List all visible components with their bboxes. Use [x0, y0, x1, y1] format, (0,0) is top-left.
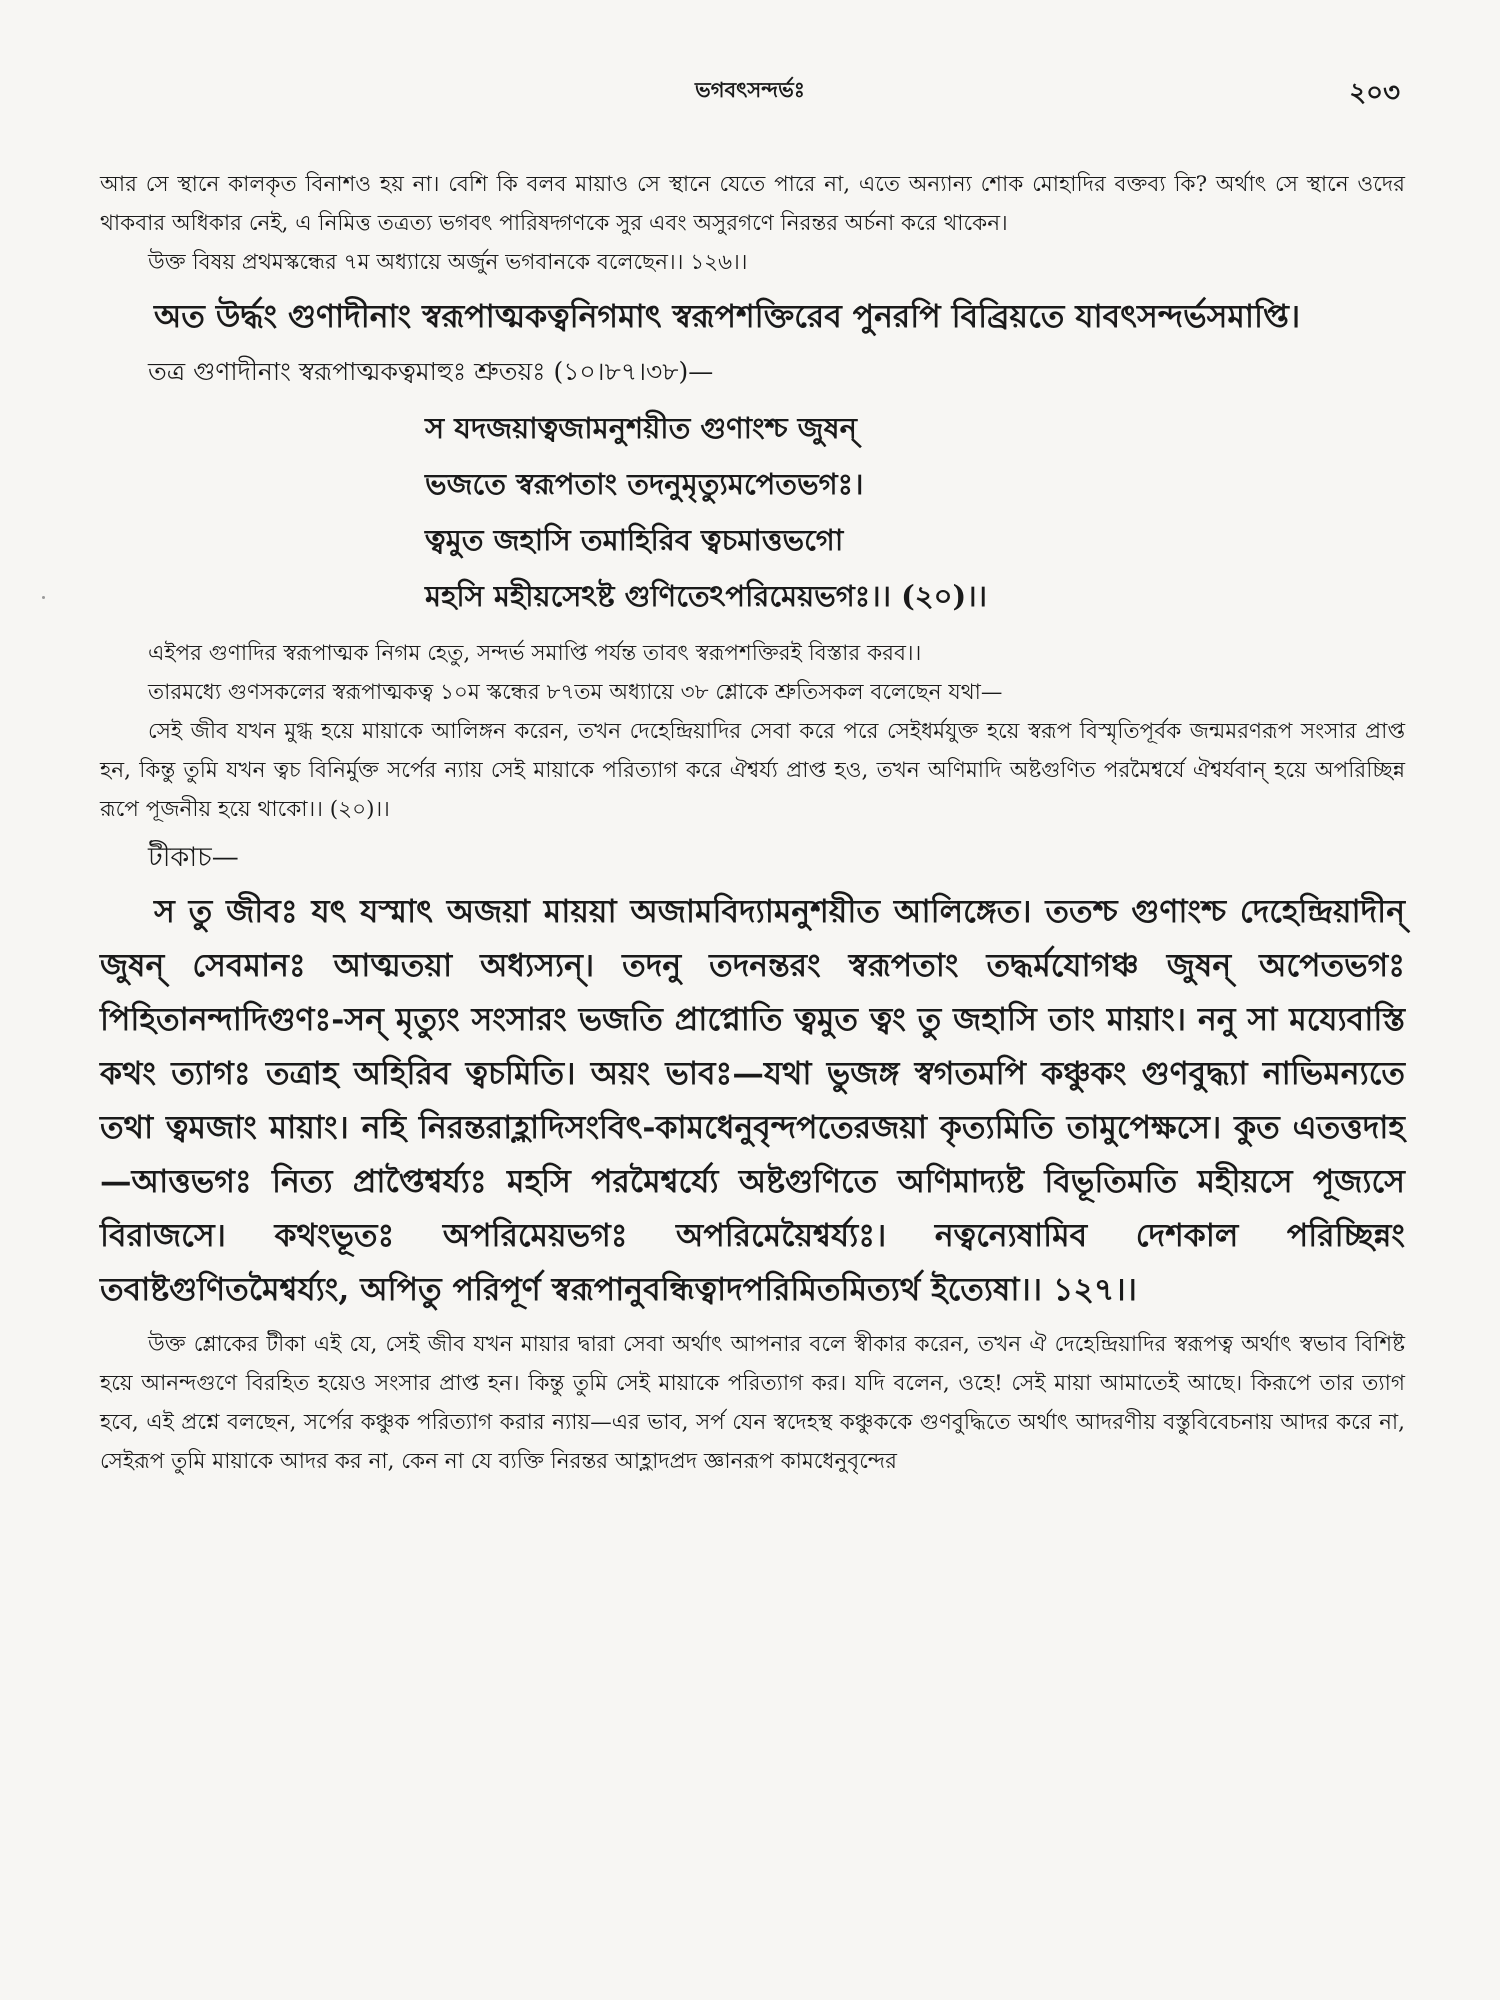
verse-line: মহসি মহীয়সেঽষ্ট গুণিতেঽপরিমেয়ভগঃ।। (২০)।। [425, 579, 987, 613]
page-header [100, 74, 1400, 114]
translation-paragraph: এইপর গুণাদির স্বরূপাত্মক নিগম হেতু, সন্দর্ভ সমাপ্তি পর্যন্ত তাবৎ স্বরূপশক্তিরই বিস্তার করব।। [148, 641, 922, 666]
translation-paragraph: উক্ত শ্লোকের টীকা এই যে, সেই জীব যখন মায়ার দ্বারা সেবা অর্থাৎ আপনার বলে স্বীকার করেন, তখন ঐ দেহেন্দ্রিয়াদির স্বরূপত্ব অর্থাৎ স্বভাব বিশিষ্ট হয়ে আনন্দগুণে বিরহিত হয়েও সংসার প্রাপ্ত হন। কিন্তু তুমি সেই মায়াকে পরিত্যাগ কর। যদি বলেন, ওহে! সেই মায়া আমাতেই আছে। কিরূপে তার ত্যাগ হবে, এই প্রশ্নে বলছেন, সর্পের কঞ্চুক পরিত্যাগ করার ন্যায়—এর ভাব, সর্প যেন স্বদেহস্থ কঞ্চুককে গুণবুদ্ধিতে অর্থাৎ আদরণীয় বস্তুবিবেচনায় আদর করে না, সেইরূপ তুমি মায়াকে আদর কর না, কেন না যে ব্যক্তি নিরন্তর আহ্লাদপ্রদ জ্ঞানরূপ কামধেনুবৃন্দের [100, 1332, 1405, 1474]
verse-line: ত্বমুত জহাসি তমাহিরিব ত্বচমাত্তভগো [425, 523, 844, 557]
verse-line: ভজতে স্বরূপতাং তদনুমৃত্যুমপেতভগঃ। [425, 467, 864, 501]
tika-heading: টীকাচ— [148, 842, 239, 873]
running-title: ভগবৎসন্দর্ভঃ [695, 77, 805, 102]
verse-introduction: তত্র গুণাদীনাং স্বরূপাত্মকত্বমাহুঃ শ্রুতয়ঃ (১০।৮৭।৩৮)— [148, 357, 714, 386]
translation-paragraph: সেই জীব যখন মুগ্ধ হয়ে মায়াকে আলিঙ্গন করেন, তখন দেহেন্দ্রিয়াদির সেবা করে পরে সেইধর্মযুক্ত হয়ে স্বরূপ বিস্মৃতিপূর্বক জন্মমরণরূপ সংসার প্রাপ্ত হন, কিন্তু তুমি যখন ত্বচ বিনির্মুক্ত সর্পের ন্যায় সেই মায়াকে পরিত্যাগ করে ঐশ্বর্য্য প্রাপ্ত হও, তখন অণিমাদি অষ্টগুণিত পরমৈশ্বর্যে ঐশ্বর্যবান্ হয়ে অপরিচ্ছিন্ন রূপে পূজনীয় হয়ে থাকো।। (২০)।। [100, 719, 1405, 822]
sanskrit-verse [425, 400, 1405, 624]
sanskrit-paragraph: অত উর্দ্ধং গুণাদীনাং স্বরূপাত্মকত্বনিগমাৎ স্বরূপশক্তিরেব পুনরপি বিব্রিয়তে যাবৎসন্দর্ভসমাপ্তি। [154, 298, 1301, 335]
page-body [100, 165, 1405, 1481]
translation-paragraph: আর সে স্থানে কালকৃত বিনাশও হয় না। বেশি কি বলব মায়াও সে স্থানে যেতে পারে না, এতে অন্যান্য শোক মোহাদির বক্তব্য কি? অর্থাৎ সে স্থানে ওদের থাকবার অধিকার নেই, এ নিমিত্ত তত্রত্য ভগবৎ পারিষদ্গণকে সুর এবং অসুরগণে নিরন্তর অর্চনা করে থাকেন। [100, 172, 1405, 236]
verse-line: স যদজয়াত্বজামনুশয়ীত গুণাংশ্চ জুষন্ [425, 411, 857, 445]
translation-paragraph: তারমধ্যে গুণসকলের স্বরূপাত্মকত্ব ১০ম স্কন্ধের ৮৭তম অধ্যায়ে ৩৮ শ্লোকে শ্রুতিসকল বলেছেন যথা— [148, 680, 1003, 705]
page-number: ২০৩ [1349, 78, 1400, 108]
translation-paragraph: উক্ত বিষয় প্রথমস্কন্ধের ৭ম অধ্যায়ে অর্জুন ভগবানকে বলেছেন।। ১২৬।। [148, 250, 748, 275]
paper-speck [42, 596, 45, 599]
tika-commentary: স তু জীবঃ যৎ যস্মাৎ অজয়া মায়য়া অজামবিদ্যামনুশয়ীত আলিঙ্গেত। ততশ্চ গুণাংশ্চ দেহেন্দ্রিয়াদীন্ জুষন্ সেবমানঃ আত্মতয়া অধ্যস্যন্। তদনু তদনন্তরং স্বরূপতাং তদ্ধর্মযোগঞ্চ জুষন্ অপেতভগঃ পিহিতানন্দাদিগুণঃ-সন্ মৃত্যুং সংসারং ভজতি প্রাপ্নোতি ত্বমুত ত্বং তু জহাসি তাং মায়াং। ননু সা ময্যেবাস্তি কথং ত্যাগঃ তত্রাহ অহিরিব ত্বচমিতি। অয়ং ভাবঃ—যথা ভুজঙ্গ স্বগতমপি কঞ্চুকং গুণবুদ্ধ্যা নাভিমন্যতে তথা ত্বমজাং মায়াং। নহি নিরন্তরাহ্লাদিসংবিৎ-কামধেনুবৃন্দপতেরজয়া কৃত্যমিতি তামুপেক্ষসে। কুত এতত্তদাহ—আত্তভগঃ নিত্য প্রাপ্তৈশ্বর্য্যঃ মহসি পরমৈশ্বর্য্যে অষ্টগুণিতে অণিমাদ্যষ্ট বিভূতিমতি মহীয়সে পূজ্যসে বিরাজসে। কথংভূতঃ অপরিমেয়ভগঃ অপরিমেয়ৈশ্বর্য্যঃ। নত্বন্যেষামিব দেশকাল পরিচ্ছিন্নং তবাষ্টগুণিতমৈশ্বর্য্যং, অপিতু পরিপূর্ণ স্বরূপানুবন্ধিত্বাদপরিমিতমিত্যর্থ ইত্যেষা।। ১২৭।। [100, 893, 1405, 1308]
